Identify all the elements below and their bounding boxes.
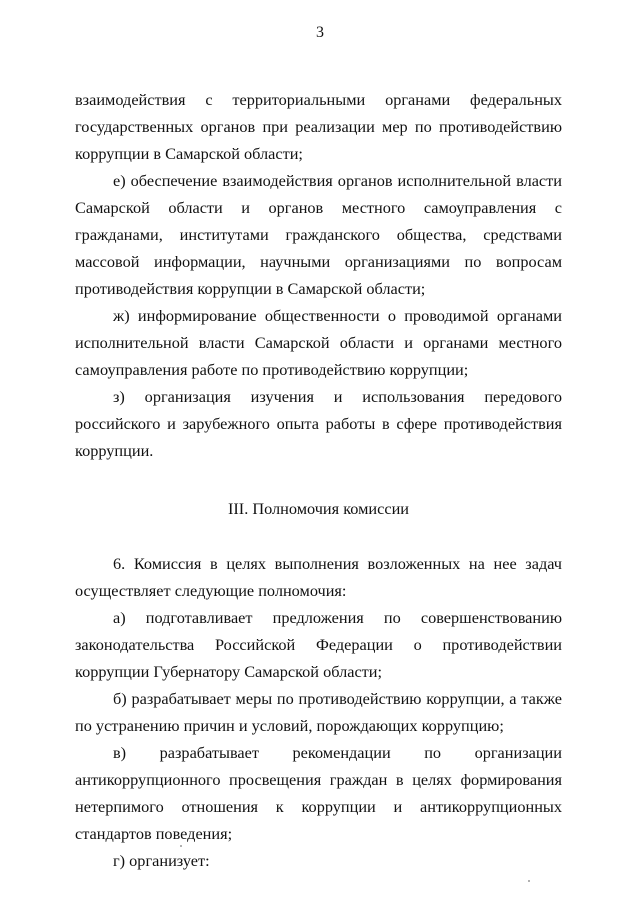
paragraph-item-z: з) организация изучения и использования передового российского и зарубежного опыта работы в сфере противодействия коррупции. <box>75 387 562 460</box>
scan-speck <box>180 845 182 847</box>
document-body <box>75 86 562 874</box>
paragraph-item-a: а) подготавливает предложения по совершенствованию законодательства Российской Федерации о противодействии коррупции Губернатору Самарской области; <box>75 608 562 681</box>
page-number: 3 <box>316 24 324 41</box>
paragraph-item-b: б) разрабатывает меры по противодействию коррупции, а также по устранению причин и условий, порождающих коррупцию; <box>75 689 562 735</box>
section-heading: III. Полномочия комиссии <box>227 499 410 518</box>
paragraph-item-g: г) организует: <box>113 851 210 870</box>
scan-speck <box>528 880 530 882</box>
paragraph-continuation: взаимодействия с территориальными органами федеральных государственных органов при реализации мер по противодействию коррупции в Самарской области; <box>75 90 562 163</box>
paragraph-item-v: в) разрабатывает рекомендации по организации антикоррупционного просвещения граждан в целях формирования нетерпимого отношения к коррупции и антикоррупционных стандартов поведения; <box>75 743 562 843</box>
paragraph-clause-6: 6. Комиссия в целях выполнения возложенных на нее задач осуществляет следующие полномочия: <box>75 554 562 600</box>
paragraph-item-zh: ж) информирование общественности о проводимой органами исполнительной власти Самарской области и органами местного самоуправления работе по противодействию коррупции; <box>75 306 562 379</box>
paragraph-item-e: е) обеспечение взаимодействия органов исполнительной власти Самарской области и органов местного самоуправления с гражданами, институтами гражданского общества, средствами массовой информации, научными организациями по вопросам противодействия коррупции в Самарской области; <box>75 171 562 298</box>
